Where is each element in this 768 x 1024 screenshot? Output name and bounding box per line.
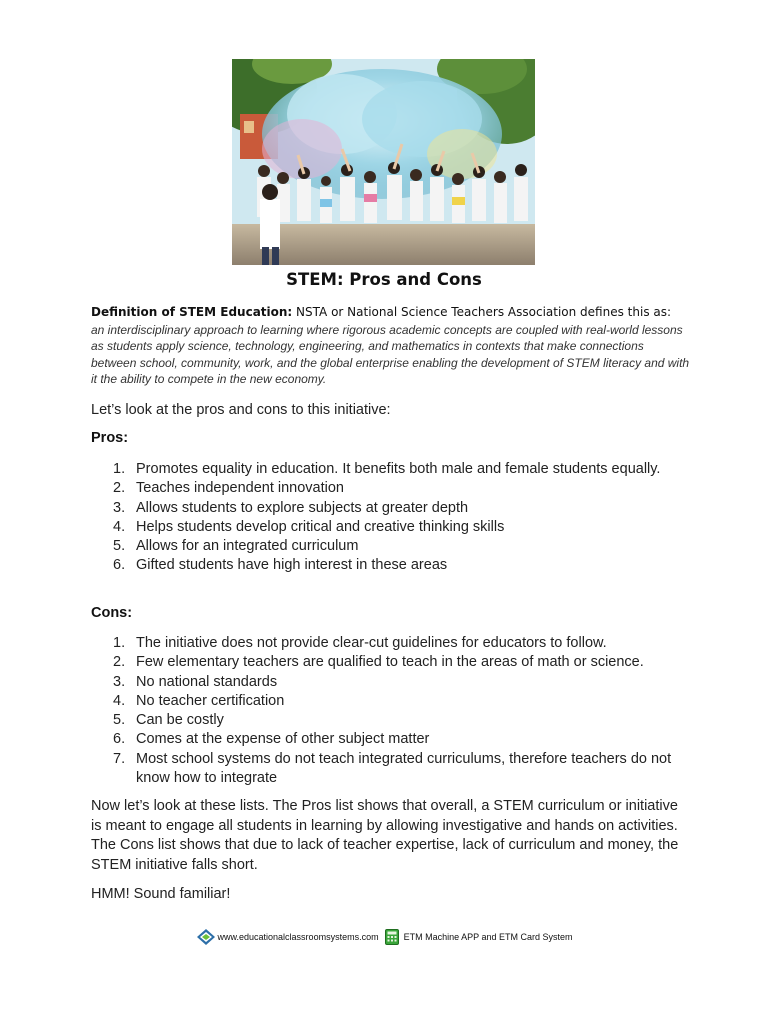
list-item-number: 5. — [113, 538, 126, 555]
definition-block — [91, 305, 691, 388]
list-item-number: 3. — [113, 499, 126, 516]
list-item-text: Allows students to explore subjects at greater depth — [136, 499, 469, 516]
list-item — [91, 460, 681, 479]
pros-list — [91, 460, 681, 576]
list-item-number: 2. — [113, 480, 126, 497]
list-item-text: Helps students develop critical and creative thinking skills — [136, 518, 505, 535]
list-item-number: 2. — [113, 654, 126, 671]
list-item-text: Comes at the expense of other subject matter — [136, 731, 430, 748]
list-item-number: 6. — [113, 557, 126, 574]
closing-line: HMM! Sound familiar! — [91, 886, 231, 902]
page-footer — [0, 928, 768, 946]
list-item — [91, 711, 681, 730]
list-item-number: 6. — [113, 731, 126, 748]
cons-heading: Cons: — [91, 605, 133, 621]
list-item-text: Promotes equality in education. It benefits both male and female students equally. — [136, 461, 661, 477]
list-item — [91, 634, 681, 653]
cons-list — [91, 634, 681, 788]
list-item — [91, 537, 681, 556]
list-item — [91, 653, 681, 672]
list-item — [91, 730, 681, 749]
definition-intro: NSTA or National Science Teachers Association defines this as: — [292, 305, 672, 319]
definition-quote: an interdisciplinary approach to learning where rigorous academic concepts are coupled with real-world lessons as students apply science, technology, engineering, and mathematics in contexts that make connections between school, community, work, and the global enterprise enabling the development of STEM literacy and with it the ability to compete in the new economy. — [91, 323, 690, 387]
list-item-text: Most school systems do not teach integrated curriculums, therefore teachers do not know how to integrate — [136, 750, 672, 787]
list-item-number: 1. — [113, 635, 126, 651]
list-item-number: 3. — [113, 673, 126, 690]
list-item — [91, 750, 681, 789]
list-item-text: Teaches independent innovation — [136, 480, 344, 497]
list-item-text: Can be costly — [136, 712, 224, 729]
list-item — [91, 556, 681, 575]
list-item-number: 4. — [113, 692, 126, 709]
conclusion-paragraph: Now let’s look at these lists. The Pros list shows that overall, a STEM curriculum or initiative is meant to engage all students in learning by allowing investigative and hands on activities. The Cons list shows that due to lack of teacher expertise, lack of curriculum and money, the STEM initiative falls short. — [91, 798, 679, 873]
product-name: ETM Machine APP and ETM Card System — [403, 932, 573, 942]
list-item-number: 7. — [113, 750, 126, 767]
list-item — [91, 518, 681, 537]
intro-paragraph: Let’s look at the pros and cons to this initiative: — [91, 402, 391, 418]
list-item-text: Gifted students have high interest in these areas — [136, 557, 448, 574]
list-item-number: 1. — [113, 461, 126, 477]
diamond-logo-icon — [196, 928, 216, 946]
list-item-text: No teacher certification — [136, 692, 285, 709]
list-item — [91, 499, 681, 518]
list-item-text: The initiative does not provide clear-cut guidelines for educators to follow. — [136, 635, 607, 651]
list-item-number: 4. — [113, 518, 126, 535]
list-item-text: No national standards — [136, 673, 278, 690]
list-item — [91, 692, 681, 711]
list-item-text: Allows for an integrated curriculum — [136, 538, 359, 555]
list-item-text: Few elementary teachers are qualified to teach in the areas of math or science. — [136, 654, 644, 671]
definition-label: Definition of STEM Education: — [91, 305, 293, 319]
list-item-number: 5. — [113, 712, 126, 729]
website-link[interactable]: www.educationalclassroomsystems.com — [217, 932, 379, 942]
pros-heading: Pros: — [91, 430, 129, 446]
calculator-icon — [385, 929, 399, 945]
list-item — [91, 673, 681, 692]
stem-photo — [232, 59, 535, 265]
page-title: STEM: Pros and Cons — [286, 270, 482, 289]
colorful-powder-crowd-photo-icon — [232, 59, 535, 265]
list-item — [91, 479, 681, 498]
